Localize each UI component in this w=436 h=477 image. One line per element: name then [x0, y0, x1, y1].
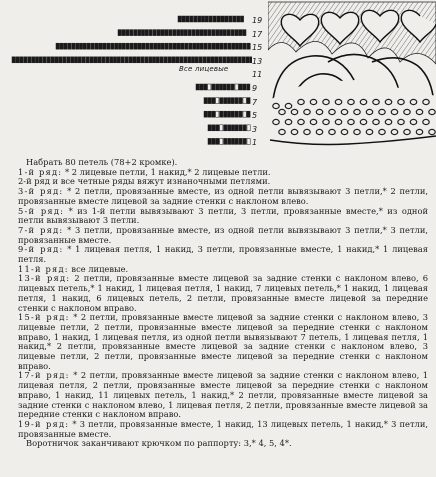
row-label: 13-й ряд:: [18, 273, 71, 284]
instruction-row: [18, 420, 428, 439]
chart-row-number: 11: [252, 70, 263, 80]
chart-row-number: 17: [252, 29, 263, 39]
row-text: * 2 петли, провязанные вместе, из одной петли вывязывают 3 петли,* 2 петли, провязанные вместе лицевой за задние стенки с наклоном влево.: [18, 186, 428, 206]
chart-row-number: 1: [252, 138, 258, 148]
chart-row-number: 9: [252, 84, 258, 93]
row-label: 11-й ряд:: [18, 263, 69, 274]
knitting-chart: [8, 10, 270, 148]
row-label: 5-й ряд:: [18, 205, 65, 216]
instruction-row: [18, 371, 428, 420]
instruction-row: [18, 245, 428, 264]
row-text: * из 1-й петли вывязывают 3 петли, 3 петли, провязанные вместе,* из одной петли вывязывают 3 петли.: [18, 205, 428, 226]
instruction-row: [18, 187, 428, 206]
row-text: * 2 петли, провязанные вместе лицевой за задние стенки с наклоном влево, 1 лицевая петля, 2 петли, провязанные вместе лицевой за передние стенки с наклоном вправо, 1 накид, 11 лицевых петель, 1 накид,* 2 петли, провязанные вместе лицевой за задние стенки с наклоном влево, 1 лицевая петля, 2 петли, провязанные вместе лицевой за передние стенки с наклоном вправо.: [18, 370, 429, 420]
chart-row-number: 3: [252, 124, 258, 134]
row-label: 19-й ряд:: [18, 418, 70, 429]
instruction-row: [18, 226, 428, 245]
instruction-row: [18, 207, 428, 226]
row-instructions: [18, 168, 428, 440]
chart-row-number: 13: [252, 56, 263, 66]
finishing-line: Воротничок заканчивают крючком по раппорту: 3,* 4, 5, 4*.: [26, 438, 292, 449]
row-label: 3-й ряд:: [18, 186, 64, 197]
row-label: 7-й ряд:: [18, 224, 64, 235]
chart-row-number: 19: [252, 16, 263, 25]
chart-purl-rows-label: Все лицевые: [179, 65, 229, 73]
cast-on-line: Набрать 80 петель (78+2 кромке).: [26, 157, 178, 167]
chart-row-number: 5: [252, 111, 258, 121]
row-text: все лицевые.: [71, 263, 129, 274]
chart-row-number: 15: [252, 43, 263, 53]
row-label: 15-й ряд:: [18, 312, 70, 323]
instruction-row: [18, 274, 428, 313]
row-label: 9-й ряд:: [18, 244, 64, 255]
row-text: * 2 лицевые петли, 1 накид,* 2 лицевые петли.: [64, 166, 271, 177]
row-text: * 2 петли, провязанные вместе лицевой за задние стенки с наклоном влево, 3 лицевые петли, 2 петли, провязанные вместе лицевой за передние стенки с наклоном вправо, 1 накид, 1 лицевая петля, из одной петли вывязывают 7 петель, 1 лицевая петля, 1 накид,* 2 петли, провязанные вместе лицевой за задние стенки с наклоном влево, 3 лицевые петли, 2 петли, провязанные вместе лицевой за передние стенки с наклоном вправо.: [18, 312, 429, 371]
row-label: 1-й ряд:: [18, 166, 63, 177]
pattern-instructions: [18, 158, 428, 449]
lace-collar-illustration: [268, 0, 436, 150]
chart-grid: [8, 10, 252, 148]
lace-drawing: [268, 0, 436, 150]
row-text: 2 петли, провязанные вместе лицевой за задние стенки с наклоном влево, 6 лицевых петель,* 1 накид, 1 лицевая петля, 1 накид, 7 лицевых петель,* 1 накид, 1 лицевая петля, 1 накид, 6 лицевых петель, 2 петли, провязанные вместе лицевой за передние стенки с наклоном вправо.: [18, 273, 429, 313]
row-label: 17-й ряд:: [18, 370, 70, 381]
instruction-row: [18, 313, 428, 371]
row-text: * 3 петли, провязанные вместе, 1 накид, 13 лицевых петель, 1 накид,* 3 петли, провязанные вместе.: [18, 418, 428, 439]
chart-row-number: 7: [252, 97, 258, 107]
row-text: * 3 петли, провязанные вместе, из одной петли вывязывают 3 петли,* 3 петли, провязанные вместе.: [18, 224, 428, 245]
row-text: 2-й ряд и все четные ряды вяжут изнаночными петлями.: [18, 176, 271, 187]
row-text: * 1 лицевая петля, 1 накид, 3 петли, провязанные вместе, 1 накид,* 1 лицевая петля.: [18, 244, 428, 265]
